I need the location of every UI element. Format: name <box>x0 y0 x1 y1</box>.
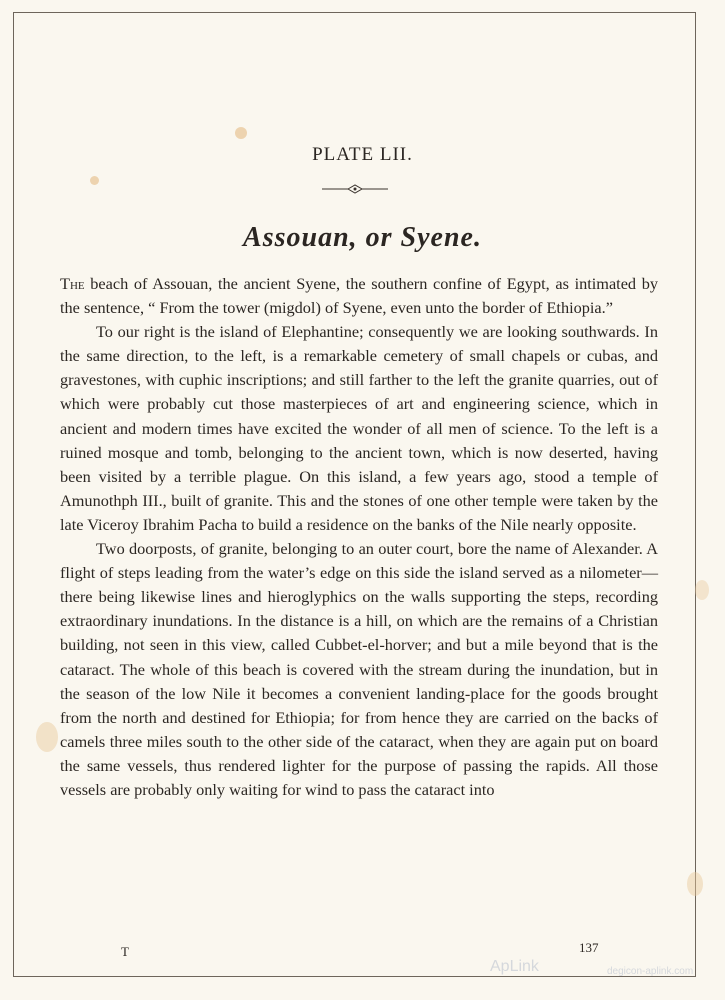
paragraph-lead-word: The <box>60 274 85 293</box>
ornament-divider-icon <box>322 183 388 195</box>
foxing-stain <box>90 176 99 185</box>
watermark-logo: ApLink <box>490 958 539 975</box>
watermark-url: degicon-aplink.com <box>607 966 694 977</box>
foxing-stain <box>36 722 58 752</box>
foxing-stain <box>235 127 247 139</box>
body-text <box>60 272 658 802</box>
signature-mark: T <box>121 944 129 959</box>
paragraph: Two doorposts, of granite, belonging to an outer court, bore the name of Alexander. A flight of steps leading from the water’s edge on this side the island served as a nilometer—there being likewise lines and hieroglyphics on the walls supporting the steps, recording extraordinary inundations. In the distance is a hill, on which are the remains of a Christian building, not seen in this view, called Cubbet-el-horver; and but a mile beyond that is the cataract. The whole of this beach is covered with the stream during the inundation, but in the season of the low Nile it becomes a convenient landing-place for the goods brought from the north and destined for Ethiopia; for from hence they are carried on the backs of camels three miles south to the other side of the cataract, when they are again put on board the same vessels, thus rendered lighter for the purpose of passing the rapids. All those vessels are probably only waiting for wind to pass the cataract into <box>60 539 658 799</box>
page-number: 137 <box>579 940 599 955</box>
foxing-stain <box>687 872 703 896</box>
foxing-stain <box>695 580 709 600</box>
paragraph-text: beach of Assouan, the ancient Syene, the southern confine of Egypt, as intimated by the sentence, “ From the tower (migdol) of Syene, even unto the border of Ethiopia.” <box>60 274 658 318</box>
paragraph: To our right is the island of Elephantine; consequently we are looking southwards. In the same direction, to the left, is a remarkable cemetery of small chapels or cubas, and gravestones, with cuphic inscriptions; and still farther to the left the granite quarries, out of which were probably cut those masterpieces of art and engineering science, which in ancient and modern times have excited the wonder of all men of science. To the left is a ruined mosque and tomb, belonging to the ancient town, which is now deserted, having been visited by a terrible plague. On this island, a few years ago, stood a temple of Amunothph III., built of granite. This and the stones of one other temple were taken by the late Viceroy Ibrahim Pacha to build a residence on the banks of the Nile nearly opposite. <box>60 322 658 534</box>
paragraph <box>60 272 658 320</box>
page-title: Assouan, or Syene. <box>243 222 482 253</box>
plate-number: PLATE LII. <box>312 144 413 165</box>
